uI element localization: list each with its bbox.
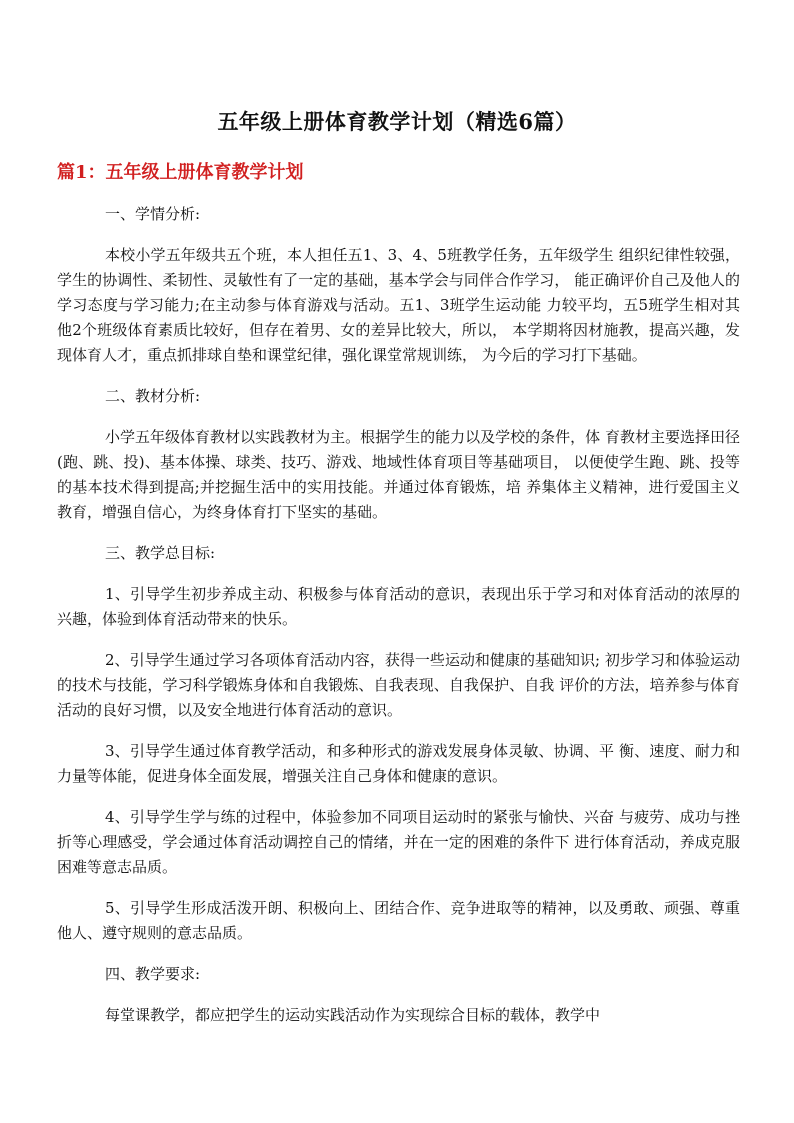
section-heading-teaching-requirements: 四、教学要求: [105,965,201,983]
goal-item-5: 5、引导学生形成活泼开朗、积极向上、团结合作、竞争进取等的精神，以及勇敢、顽强、尊重他人、遵守规则的意志品质。 [57,899,740,942]
textbook-analysis-paragraph: 小学五年级体育教材以实践教材为主。根据学生的能力以及学校的条件，体 育教材主要选择田径(跑、跳、投)、基本体操、球类、技巧、游戏、地域性体育项目等基础项目， 以便使学生跑、跳、投等的基本技术得到提高;并挖掘生活中的实用技能。并通过体育锻炼，培 养集体主义精神，进行爱国主义教育，增强自信心，为终身体育打下坚实的基础。 [57,428,740,521]
learning-analysis-paragraph: 本校小学五年级共五个班，本人担任五1、3、4、5班教学任务，五年级学生 组织纪律性较强，学生的协调性、柔韧性、灵敏性有了一定的基础，基本学会与同伴合作学习， 能正确评价自己及他人的学习态度与学习能力;在主动参与体育游戏与活动。五1、3班学生运动能 力较平均，五5班学生相对其他2个班级体育素质比较好，但存在着男、女的差异比较大，所以， 本学期将因材施教，提高兴趣，发现体育人才，重点抓排球自垫和课堂纪律，强化课堂常规训练， 为今后的学习打下基础。 [57,246,740,364]
chapter-title: 篇1：五年级上册体育教学计划 [57,162,304,183]
section-heading-textbook-analysis: 二、教材分析: [105,387,201,405]
goal-item-4: 4、引导学生学与练的过程中，体验参加不同项目运动时的紧张与愉快、兴奋 与疲劳、成功与挫折等心理感受，学会通过体育活动调控自己的情绪，并在一定的困难的条件下 进行体育活动，养成克服困难等意志品质。 [57,808,740,876]
document-body [57,202,740,1044]
goal-item-3: 3、引导学生通过体育教学活动，和多种形式的游戏发展身体灵敏、协调、平 衡、速度、耐力和力量等体能，促进身体全面发展，增强关注自己身体和健康的意识。 [57,742,740,785]
section-heading-learning-analysis: 一、学情分析: [105,205,201,223]
section-heading-teaching-goals: 三、教学总目标: [105,544,216,562]
document-title: 五年级上册体育教学计划（精选6篇） [217,109,577,134]
teaching-requirements-paragraph: 每堂课教学，都应把学生的运动实践活动作为实现综合目标的载体，教学中 [105,1006,601,1024]
goal-item-1: 1、引导学生初步养成主动、积极参与体育活动的意识，表现出乐于学习和对体育活动的浓厚的兴趣，体验到体育活动带来的快乐。 [57,585,740,628]
goal-item-2: 2、引导学生通过学习各项体育活动内容，获得一些运动和健康的基础知识; 初步学习和体验运动的技术与技能，学习科学锻炼身体和自我锻炼、自我表现、自我保护、自我 评价的方法，培养参与体育活动的良好习惯，以及安全地进行体育活动的意识。 [57,651,740,719]
